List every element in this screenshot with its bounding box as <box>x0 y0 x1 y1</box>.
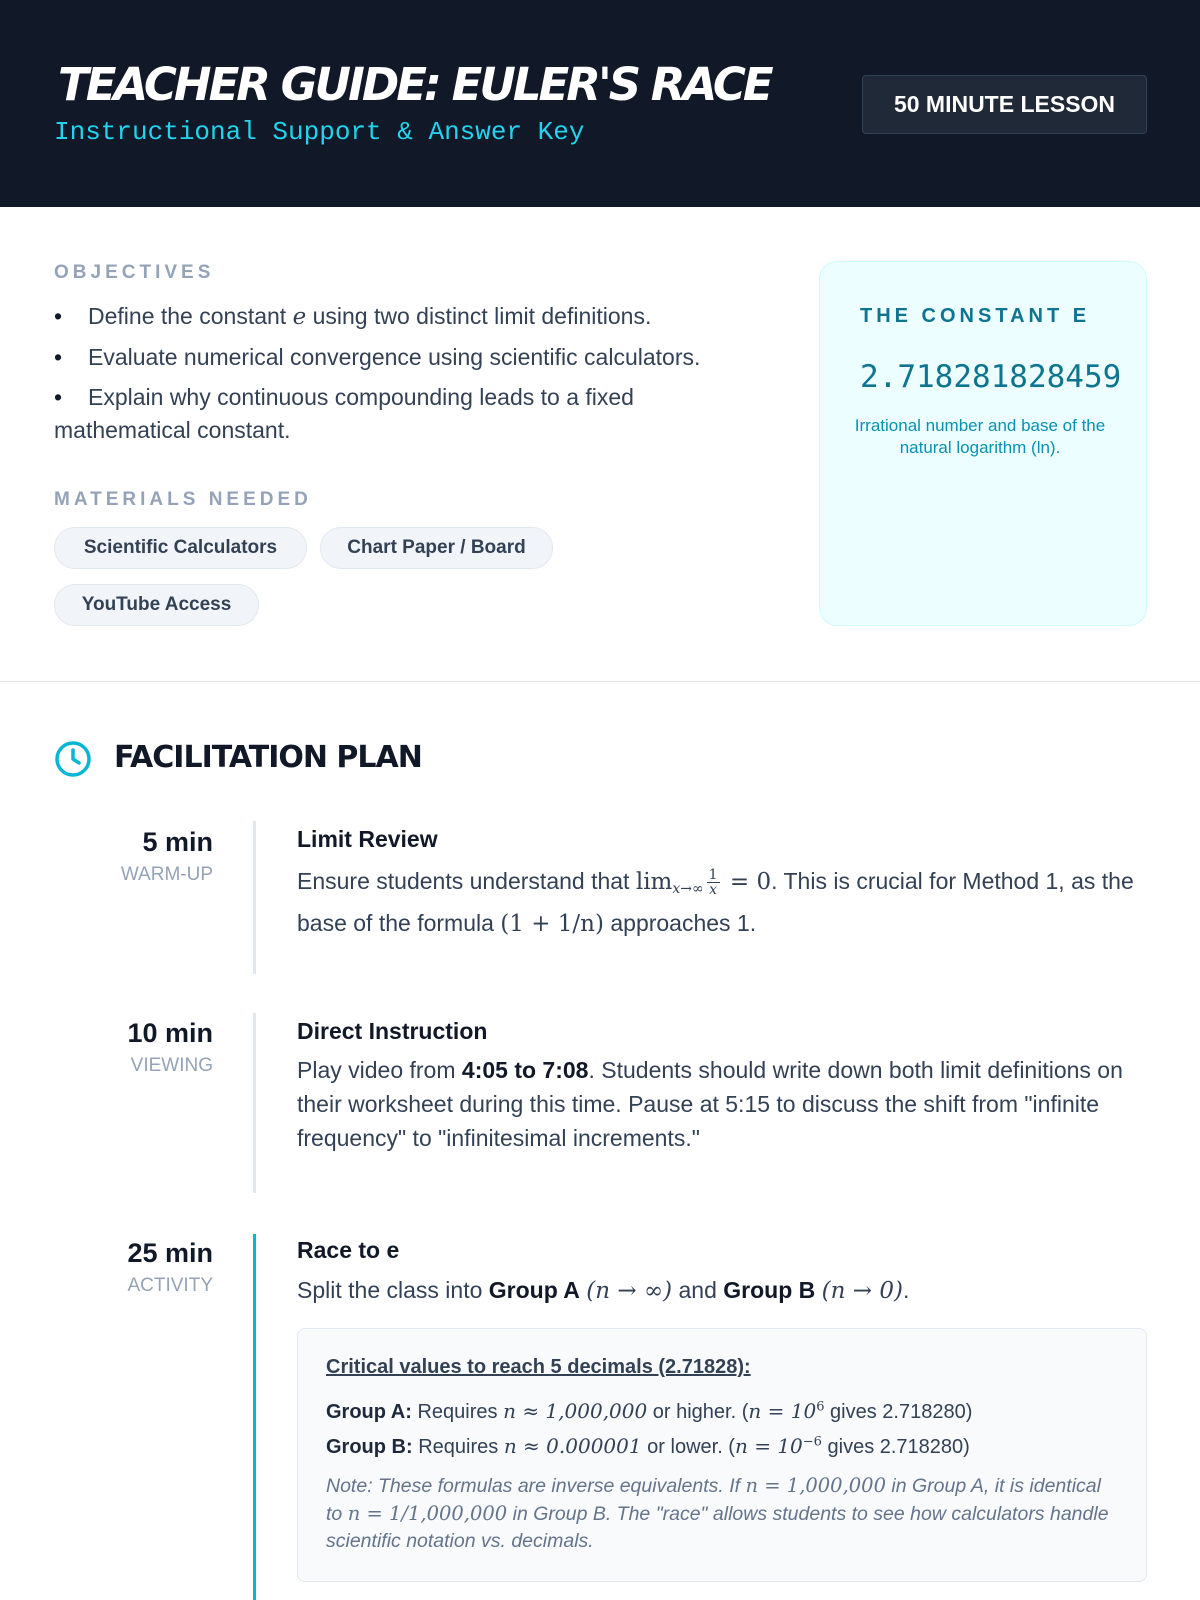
step-duration: 25 min <box>127 1238 213 1268</box>
constant-label: THE CONSTANT E <box>860 305 1091 327</box>
inverse-equivalents-note: Note: These formulas are inverse equivalents. If n = 1,000,000 in Group A, it is identical to n = 1/1,000,000 in Group B. The "race" allows students to see how calculators handle scientific notation vs. decimals. <box>326 1474 1109 1552</box>
critical-values-title: Critical values to reach 5 decimals (2.71828): <box>326 1356 751 1378</box>
material-chip: Chart Paper / Board <box>320 527 553 569</box>
materials-heading: MATERIALS NEEDED <box>54 489 312 510</box>
material-chip: YouTube Access <box>54 584 259 626</box>
objectives-list <box>54 300 774 454</box>
critical-values-box <box>297 1328 1147 1582</box>
step-title: Race to e <box>297 1237 400 1263</box>
step-tag: VIEWING <box>130 1055 213 1076</box>
step-description: Split the class into Group A (n → ∞) and Group B (n → 0). <box>297 1277 910 1304</box>
page-header <box>0 0 1200 207</box>
step-tag: ACTIVITY <box>127 1275 213 1296</box>
step-description: Play video from 4:05 to 7:08. Students should write down both limit definitions on their worksheet during this time. Pause at 5:15 to discuss the shift from "infinite frequency" to "infinitesimal increments." <box>297 1057 1123 1151</box>
step-title: Direct Instruction <box>297 1018 488 1044</box>
step-duration: 5 min <box>142 827 213 857</box>
step-tag: WARM-UP <box>120 864 213 885</box>
facilitation-plan-heading: FACILITATION PLAN <box>114 740 422 775</box>
timeline-bar <box>253 1013 256 1193</box>
constant-description: Irrational number and base of the natural logarithm (ln). <box>854 416 1106 457</box>
group-b-requirement: Group B: Requires n ≈ 0.000001 or lower. ($n = 10^{-6}$ gives 2.718280) <box>326 1434 970 1458</box>
material-chip: Scientific Calculators <box>54 527 307 569</box>
group-a-requirement: Group A: Requires n ≈ 1,000,000 or higher. ($n = 10^6$ gives 2.718280) <box>326 1399 973 1423</box>
page-title: TEACHER GUIDE: EULER'S RACE <box>58 58 771 111</box>
timeline-bar <box>253 821 256 974</box>
step-duration: 10 min <box>127 1018 213 1048</box>
objectives-heading: OBJECTIVES <box>54 262 215 283</box>
constant-e-card <box>819 261 1147 626</box>
objective-item: • Evaluate numerical convergence using scientific calculators. <box>54 341 774 374</box>
step-title: Limit Review <box>297 826 438 852</box>
step-description: Ensure students understand that $\lim_{x\to\infty}$ $\frac{1}{x}$ = 0. This is crucial for Method 1, as the base of the formula (1 + 1/n) approaches 1. <box>297 867 1134 937</box>
objective-item: • Define the constant e using two distinct limit definitions. <box>54 300 774 334</box>
section-divider <box>0 681 1200 682</box>
objective-item: • Explain why continuous compounding leads to a fixed mathematical constant. <box>54 381 774 447</box>
timeline-bar-active <box>253 1234 256 1600</box>
constant-value: 2.718281828459 <box>860 359 1122 395</box>
clock-icon <box>54 740 92 778</box>
lesson-duration-badge: 50 MINUTE LESSON <box>862 75 1147 134</box>
page-subtitle: Instructional Support & Answer Key <box>54 117 585 147</box>
